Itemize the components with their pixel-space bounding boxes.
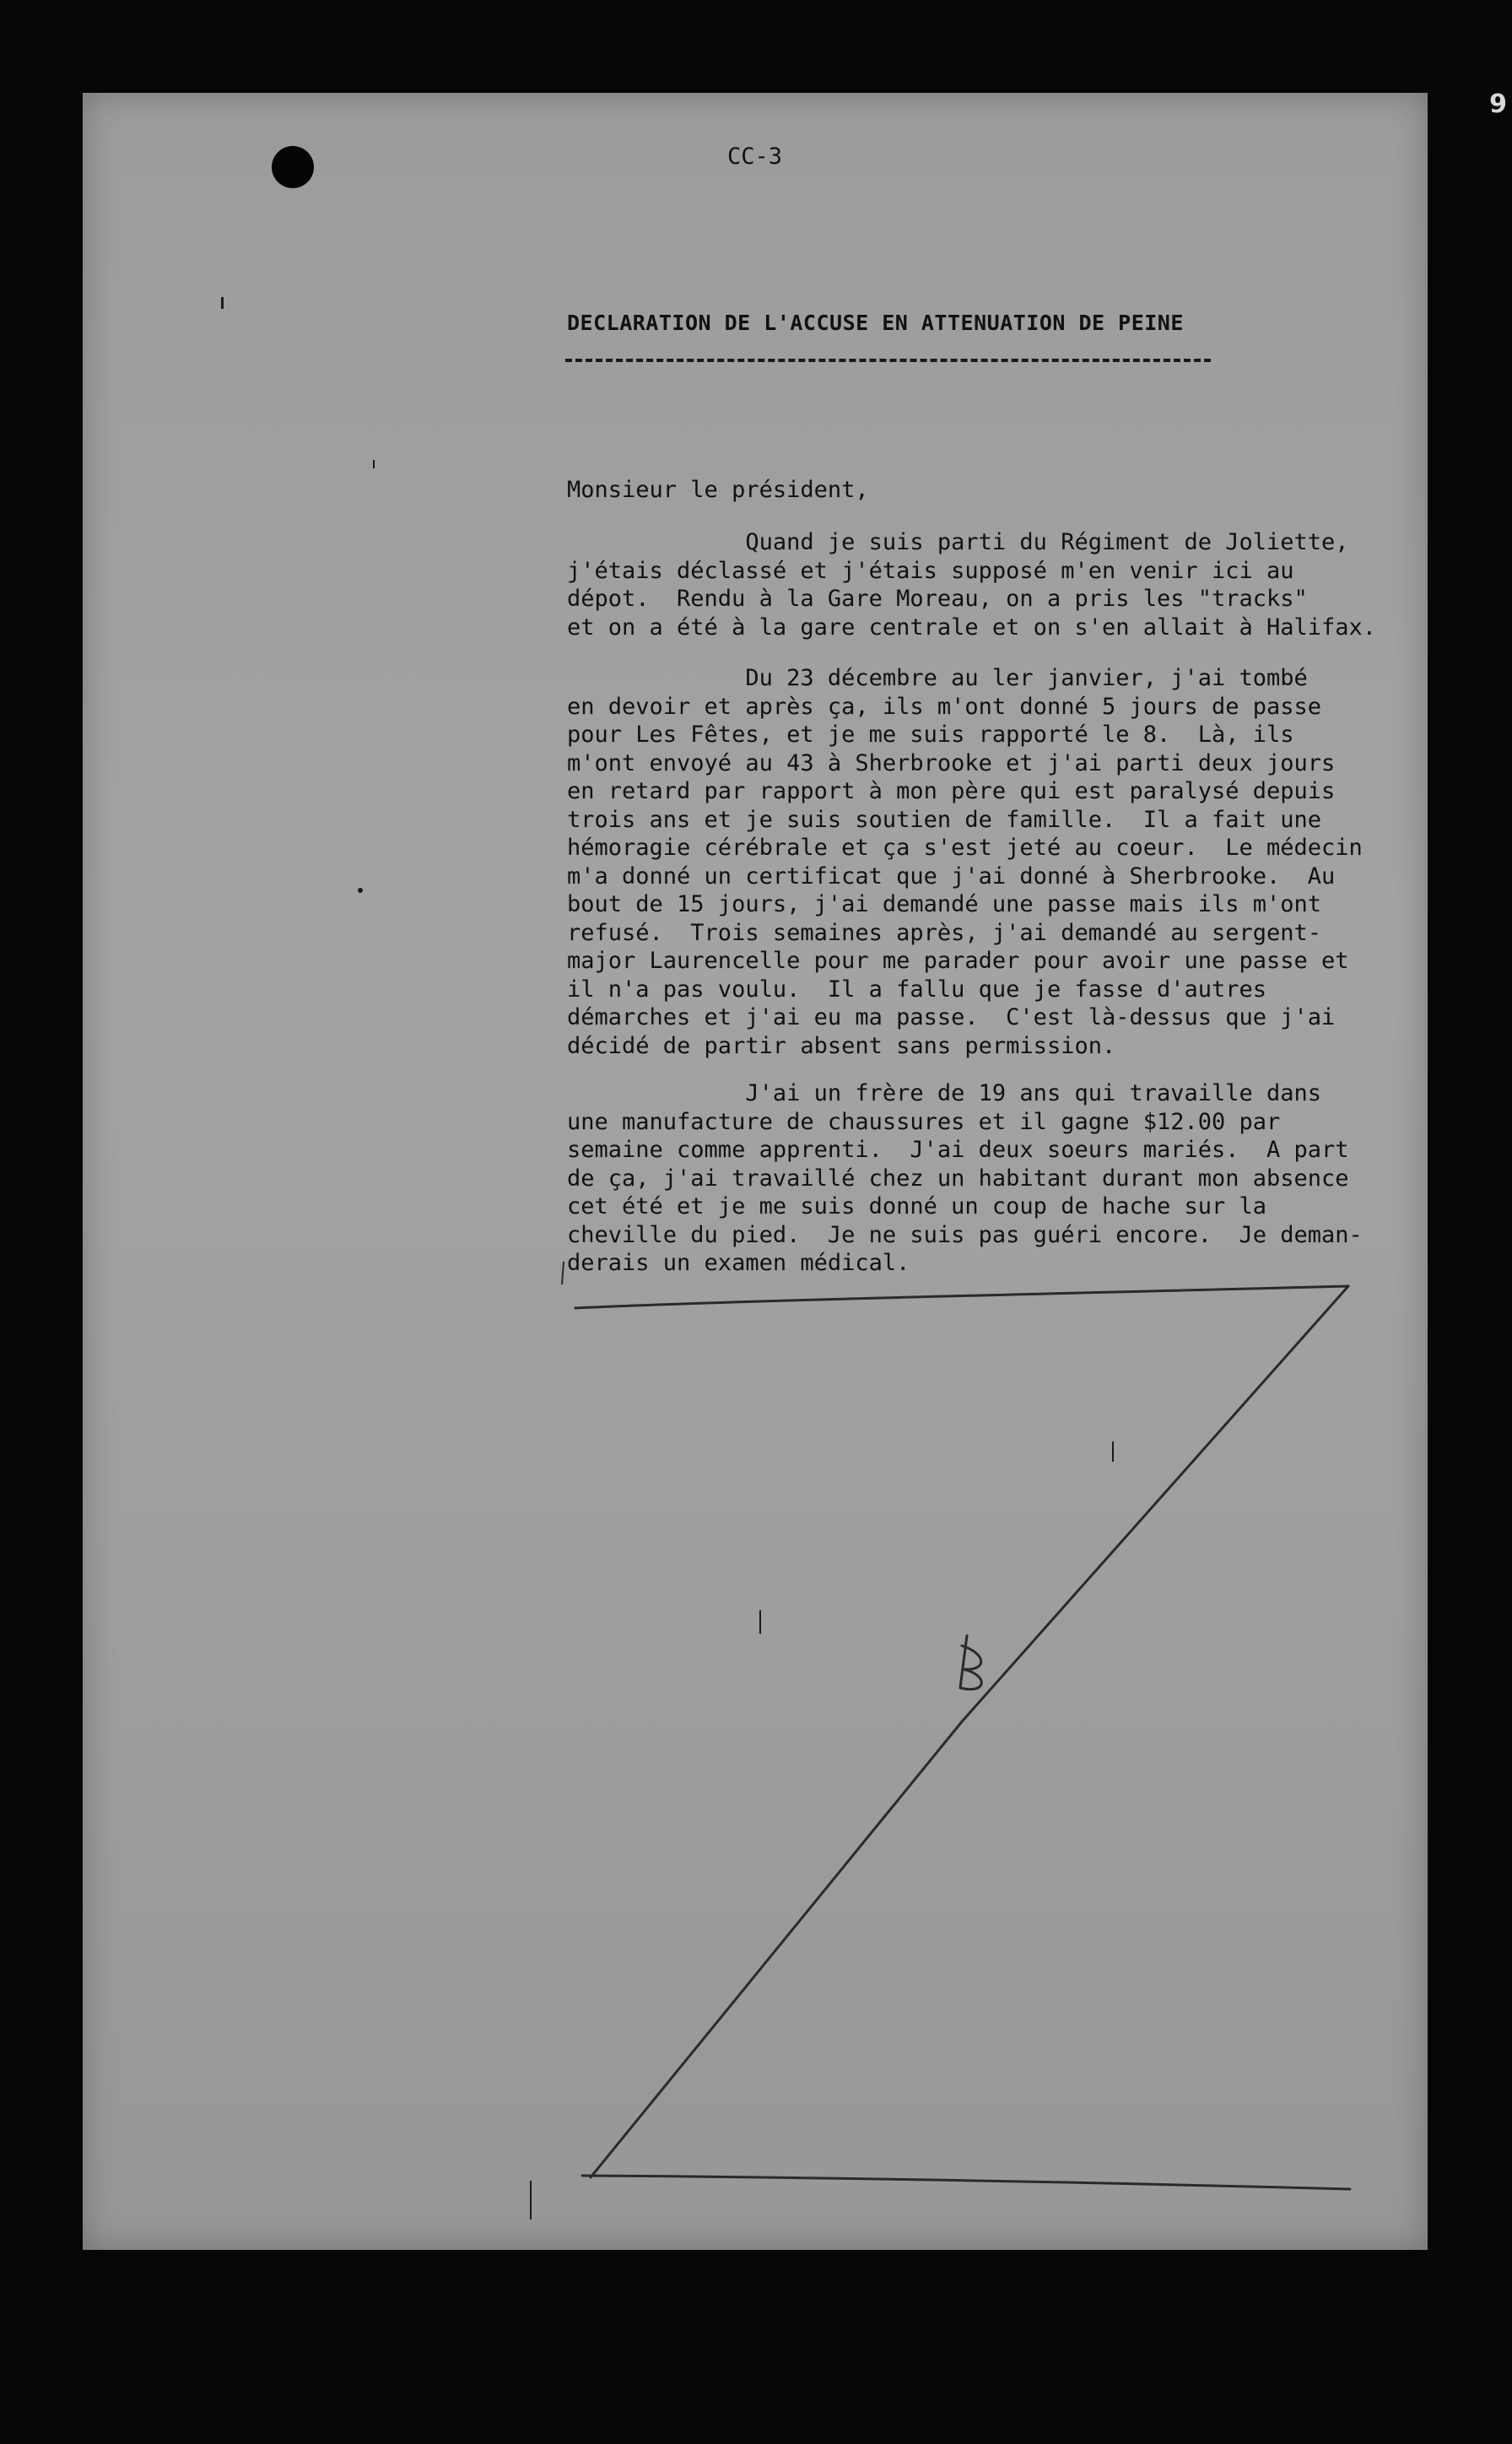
paper-fleck [358,888,363,893]
paper-fleck [530,2181,532,2220]
page-number: 9 [1489,89,1507,119]
paper-fleck [1112,1441,1114,1462]
document-reference: CC-3 [727,143,783,170]
pencil-top-line [575,1286,1348,1308]
salutation: Monsieur le président, [567,477,869,503]
paragraph-2: Du 23 décembre au ler janvier, j'ai tombé en devoir et après ça, ils m'ont donné 5 jours de passe pour Les Fêtes, et je me suis rapporté le 8. Là, ils m'ont envoyé au 43 à Sherbrooke et j'ai parti deux jours en retard par rapport à mon père qui est paralysé depuis trois ans et je suis soutien de famille. Il a fait une hémoragie cérébrale et ça s'est jeté au coeur. Le médecin m'a donné un certificat que j'ai donné à Sherbrooke. Au bout de 15 jours, j'ai demandé une passe mais ils m'ont refusé. Trois semaines après, j'ai demandé au sergent- major Laurencelle pour me parader pour avoir une passe et il n'a pas voulu. Il a fallu que je fasse d'autres démarches et j'ai eu ma passe. C'est là-dessus que j'ai décidé de partir absent sans permission. [567,665,1363,1059]
pencil-diagonal-line [591,1286,1348,2177]
pencil-initial-mark [960,1636,981,1690]
document-title: DECLARATION DE L'ACCUSE EN ATTENUATION DE PEINE [567,311,1184,335]
paragraph-1: Quand je suis parti du Régiment de Joliette, j'étais déclassé et j'étais supposé m'en venir ici au dépot. Rendu à la Gare Moreau, on a pris les "tracks" et on a été à la gare centrale et on s'en allait à Halifax. [567,529,1377,641]
pencil-bottom-line [582,2176,1350,2189]
paper-fleck [759,1610,761,1634]
paragraph-3: J'ai un frère de 19 ans qui travaille dans une manufacture de chaussures et il gagne $12.00 par semaine comme apprenti. J'ai deux soeurs mariés. A part de ça, j'ai travaillé chez un habitant durant mon absence cet été et je me suis donné un coup de hache sur la cheville du pied. Je ne suis pas guéri encore. Je deman- derais un examen médical. [567,1080,1363,1276]
margin-tick [562,1262,564,1284]
paper-fleck [373,460,375,468]
paper-fleck [221,297,224,309]
